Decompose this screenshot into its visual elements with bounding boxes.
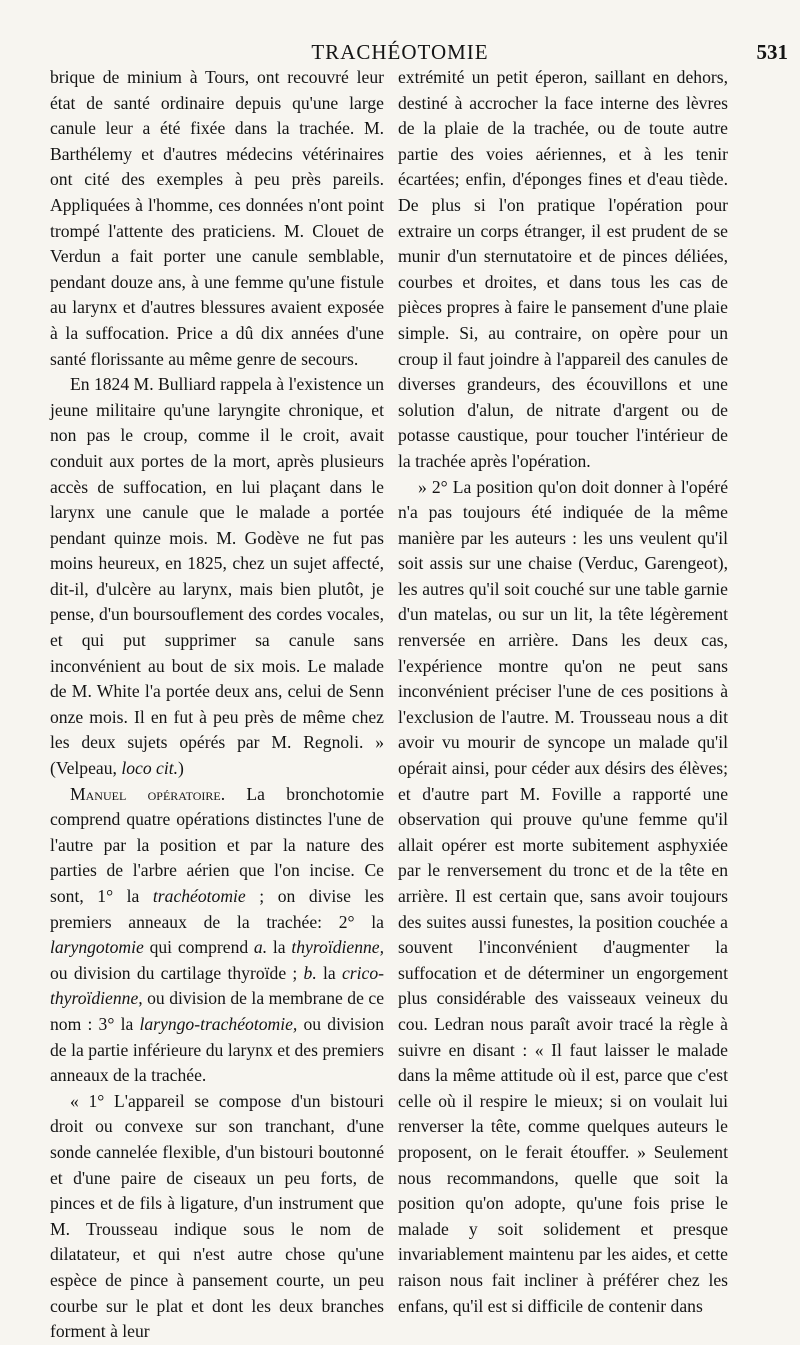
- enumerator: b.: [303, 962, 317, 983]
- paragraph: « 1° L'appareil se compose d'un bistouri droit ou convexe sur son tranchant, d'une sonde cannelée flexible, d'un bistouri boutonné et d'une paire de ciseaux un peu forts, de pinces et de fils à ligature, d'un instrument que M. Trousseau indique sous le nom de dilatateur, et qui n'est autre chose qu'une espèce de pince à pansement courte, un peu courbe sur le plat et dont les deux branches forment à leur: [50, 1090, 384, 1342]
- paragraph: [50, 782, 384, 1089]
- paragraph: brique de minium à Tours, ont recouvré leur état de santé ordinaire depuis qu'une large canule leur a été fixée dans la trachée. M. Barthélemy et d'autres médecins vétérinaires ont cité des exemples à peu près pareils. Appliquées à l'homme, ces données n'ont point trompé l'attente des praticiens. M. Clouet de Verdun a fait porter une canule semblable, pendant douze ans, à une femme qu'une fistule au larynx et d'autres blessures avaient exposée à la suffocation. Price a dû dix années d'une santé florissante au même genre de secours.: [50, 67, 384, 369]
- paragraph: extrémité un petit éperon, saillant en dehors, destiné à accrocher la face interne des lèvres de la plaie de la trachée, ou de toute autre partie des voies aériennes, et à les tenir écartées; enfin, d'éponges fines et d'eau tiède. De plus si l'on pratique l'opération pour extraire un corps étranger, il est prudent de se munir d'un sternutatoire et de pinces déliées, courbes et droites, et dans tous les cas de pièces propres à faire le pansement d'une plaie simple. Si, au contraire, on opère pour un croup il faut joindre à l'appareil des canules de diverses grandeurs, des écouvillons et une solution d'alun, de nitrate d'argent ou de potasse caustique, pour toucher l'intérieur de la trachée après l'opération.: [398, 67, 728, 471]
- running-head: [0, 40, 800, 68]
- term: laryngotomie: [50, 937, 144, 958]
- paragraph: [50, 372, 384, 782]
- citation: loco cit.: [121, 758, 179, 779]
- paragraph-text: ou division du cartilage thyroïde ;: [50, 962, 304, 983]
- paragraph-text: ; on divise les premiers anneaux de la trachée: 2° la: [50, 886, 384, 932]
- paragraph-text: ): [178, 758, 184, 779]
- paragraph-text: la: [316, 962, 342, 983]
- paragraph-text: La bronchotomie comprend quatre opérations distinctes l'une de l'autre par la position et par la nature des parties de l'arbre aérien que l'on incise. Ce sont, 1° la: [50, 783, 384, 906]
- enumerator: a.: [253, 937, 268, 958]
- term: crico-thyroïdienne,: [50, 962, 384, 1009]
- term: trachéotomie: [152, 886, 246, 906]
- paragraph: » 2° La position qu'on doit donner à l'opéré n'a pas toujours été indiquée de la même manière par les auteurs : les uns veulent qu'il soit assis sur une chaise (Verduc, Garengeot), les autres qu'il soit couché sur une table garnie d'un matelas, ou sur un lit, la tête légèrement renversée en arrière. Dans les deux cas, l'expérience montre qu'on ne peut sans inconvénient préciser l'une de ces positions à l'exclusion de l'autre. M. Trousseau nous a dit avoir vu mourir de syncope un malade qu'il opérait ainsi, pour céder aux désirs des élèves; et d'autre part M. Foville a rapporté une observation qui prouve qu'une femme qu'il allait opérer est morte subitement asphyxiée par le renversement du tronc et de la tête en arrière. Il est certain que, sans avoir toujours des suites aussi funestes, la position couchée a souvent l'inconvénient d'augmenter la suffocation et de déterminer un engorgement plus considérable des vaisseaux veineux du cou. Ledran nous paraît avoir tracé la règle à suivre en disant : « Il faut laisser le malade dans la même attitude où il est, parce que c'est celle où il respire le mieux; si on voulait lui renverser la tête, comme quelques auteurs le proposent, on le ferait étouffer. » Seulement nous recommandons, quelle que soit la position qu'on adopte, qu'une fois prise le malade y soit solidement et presque invariablement maintenu par les aides, et cette raison nous fait incliner à préférer chez les enfans, qu'il est si difficile de contenir dans: [398, 476, 728, 1316]
- paragraph-text: En 1824 M. Bulliard rappela à l'existence un jeune militaire qu'une laryngite chronique, et non pas le croup, comme il le croit, avait conduit aux portes de la mort, après plusieurs accès de suffocation, en lui plaçant dans le larynx une canule que le malade a portée pendant quinze mois. M. Godève ne fut pas moins heureux, en 1825, chez un sujet affecté, dit-il, d'ulcère au larynx, mais bien plutôt, je pense, d'un boursouflement des cordes vocales, et qui put supprimer sa canule sans inconvénient au bout de six mois. Le malade de M. White l'a portée deux ans, celui de Senn onze mois. Il en fut à peu près de même chez les deux sujets opérés par M. Regnoli. » (Velpeau,: [50, 374, 384, 779]
- left-column: [50, 65, 384, 1345]
- term: thyroïdienne,: [291, 937, 384, 958]
- section-heading: Manuel opératoire.: [70, 783, 226, 804]
- running-title: TRACHÉOTOMIE: [311, 40, 489, 64]
- right-column: [398, 65, 728, 1319]
- page-number: 531: [756, 40, 788, 64]
- paragraph-text: ou division de la membrane de ce nom : 3° la: [50, 988, 384, 1034]
- paragraph-text: qui comprend: [143, 937, 254, 958]
- paragraph-text: ou division de la partie inférieure du larynx et des premiers anneaux de la trachée.: [50, 1013, 384, 1086]
- term: laryngo-trachéotomie,: [139, 1013, 298, 1034]
- paragraph-text: la: [267, 937, 292, 958]
